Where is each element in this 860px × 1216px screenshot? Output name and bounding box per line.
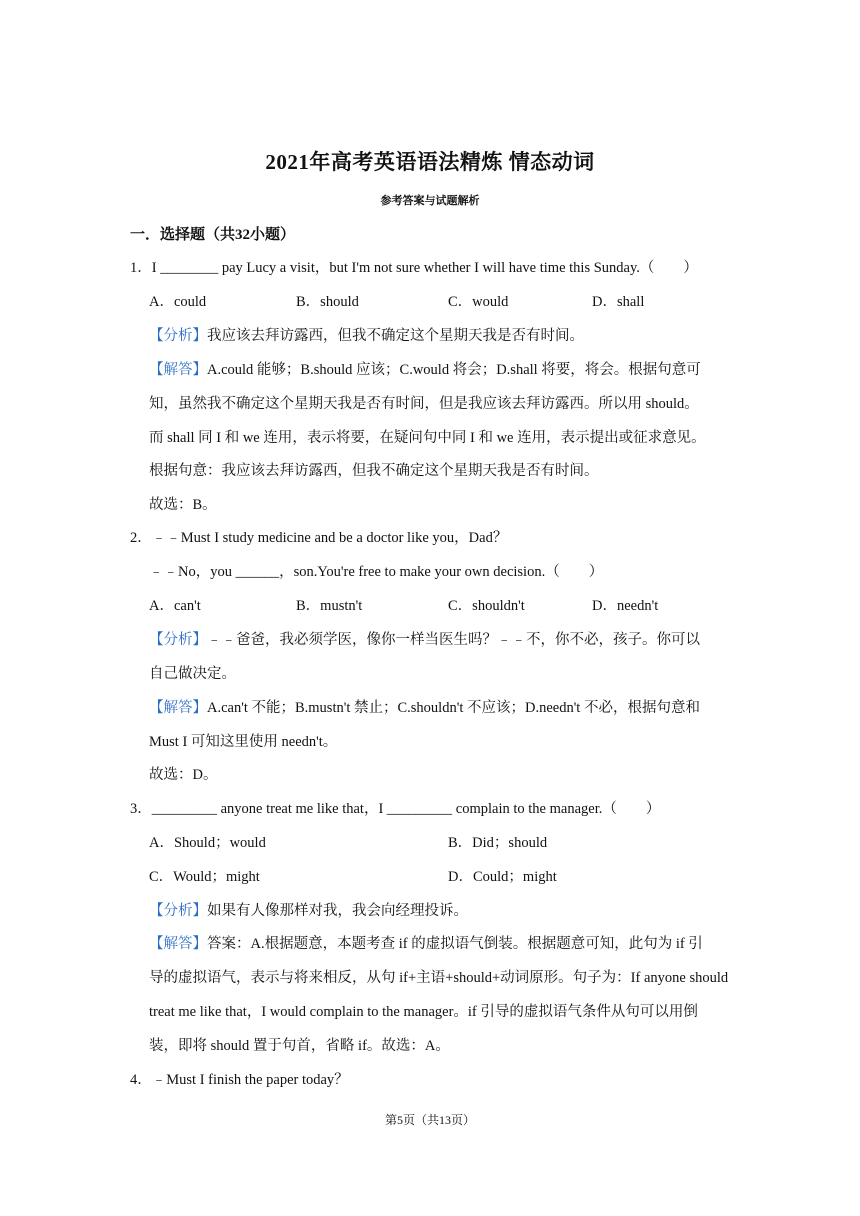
answer-text: 装，即将 should 置于句首，省略 if。故选：A。 bbox=[149, 1038, 450, 1054]
analysis-text: ﹣﹣爸爸，我必须学医，像你一样当医生吗？﹣﹣不，你不必，孩子。你可以 bbox=[207, 632, 700, 648]
question-1-option-d: D．shall bbox=[592, 294, 645, 310]
answer-text: 根据句意：我应该去拜访露西，但我不确定这个星期天我是否有时间。 bbox=[149, 463, 599, 479]
question-1-option-c: C．would bbox=[448, 294, 509, 310]
question-2-option-a: A．can't bbox=[149, 598, 201, 614]
question-2-option-d: D．needn't bbox=[592, 598, 659, 614]
question-3-answer bbox=[149, 934, 703, 954]
question-3-option-c: C．Would；might bbox=[149, 869, 260, 885]
section-heading: 一．选择题（共32小题） bbox=[130, 227, 296, 243]
analysis-text: 我应该去拜访露西，但我不确定这个星期天我是否有时间。 bbox=[207, 328, 584, 344]
question-2-option-b: B．mustn't bbox=[296, 598, 363, 614]
answer-text: Must I 可知这里使用 needn't。 bbox=[149, 734, 338, 750]
question-1-answer bbox=[149, 360, 701, 380]
question-3-option-a: A．Should；would bbox=[149, 835, 266, 851]
question-1-stem: 1．I ________ pay Lucy a visit，but I'm not sure whether I will have time this Sunday.（ ） bbox=[130, 260, 698, 276]
analysis-label: 【分析】 bbox=[149, 632, 207, 648]
analysis-text: 如果有人像那样对我，我会向经理投诉。 bbox=[207, 903, 468, 919]
answer-label: 【解答】 bbox=[149, 700, 207, 716]
question-2-stem-line-2: ﹣﹣No，you ______，son.You're free to make your own decision.（ ） bbox=[149, 564, 604, 580]
page-footer: 第5页（共13页） bbox=[384, 1113, 475, 1127]
answer-text: 导的虚拟语气，表示与将来相反，从句 if+主语+should+动词原形。句子为：If anyone should bbox=[149, 970, 729, 986]
answer-text: A.could 能够；B.should 应该；C.would 将会；D.shall 将要，将会。根据句意可 bbox=[207, 362, 701, 378]
question-3-analysis bbox=[149, 901, 468, 921]
answer-label: 【解答】 bbox=[149, 936, 207, 952]
answer-text: A.can't 不能；B.mustn't 禁止；C.shouldn't 不应该；D.needn't 不必，根据句意和 bbox=[207, 700, 700, 716]
answer-text: 知，虽然我不确定这个星期天我是否有时间，但是我应该去拜访露西。所以用 should。 bbox=[149, 396, 699, 412]
question-2-stem: 2．﹣﹣Must I study medicine and be a doctor like you，Dad？ bbox=[130, 530, 508, 546]
question-3-option-b: B．Did；should bbox=[448, 835, 548, 851]
answer-label: 【解答】 bbox=[149, 362, 207, 378]
question-1-choice: 故选：B。 bbox=[149, 497, 217, 513]
question-2-answer bbox=[149, 698, 700, 718]
question-4-stem: 4．﹣Must I finish the paper today？ bbox=[130, 1072, 349, 1088]
document-title: 2021年高考英语语法精炼 情态动词 bbox=[265, 150, 595, 174]
question-1-option-b: B．should bbox=[296, 294, 359, 310]
analysis-text: 自己做决定。 bbox=[149, 666, 236, 682]
question-2-choice: 故选：D。 bbox=[149, 767, 218, 783]
answer-text: 而 shall 同 I 和 we 连用，表示将要，在疑问句中同 I 和 we 连用，表示提出或征求意见。 bbox=[149, 430, 706, 446]
question-1-analysis bbox=[149, 326, 584, 346]
answer-text: treat me like that，I would complain to the manager。if 引导的虚拟语气条件从句可以用倒 bbox=[149, 1004, 698, 1020]
answer-text: 答案：A.根据题意，本题考查 if 的虚拟语气倒装。根据题意可知，此句为 if 引 bbox=[207, 936, 703, 952]
question-1-option-a: A．could bbox=[149, 294, 207, 310]
document-subtitle: 参考答案与试题解析 bbox=[380, 195, 480, 207]
analysis-label: 【分析】 bbox=[149, 903, 207, 919]
question-2-option-c: C．shouldn't bbox=[448, 598, 525, 614]
question-2-analysis bbox=[149, 630, 700, 650]
analysis-label: 【分析】 bbox=[149, 328, 207, 344]
question-3-stem: 3．_________ anyone treat me like that，I _________ complain to the manager.（ ） bbox=[130, 801, 661, 817]
question-3-option-d: D．Could；might bbox=[448, 869, 557, 885]
